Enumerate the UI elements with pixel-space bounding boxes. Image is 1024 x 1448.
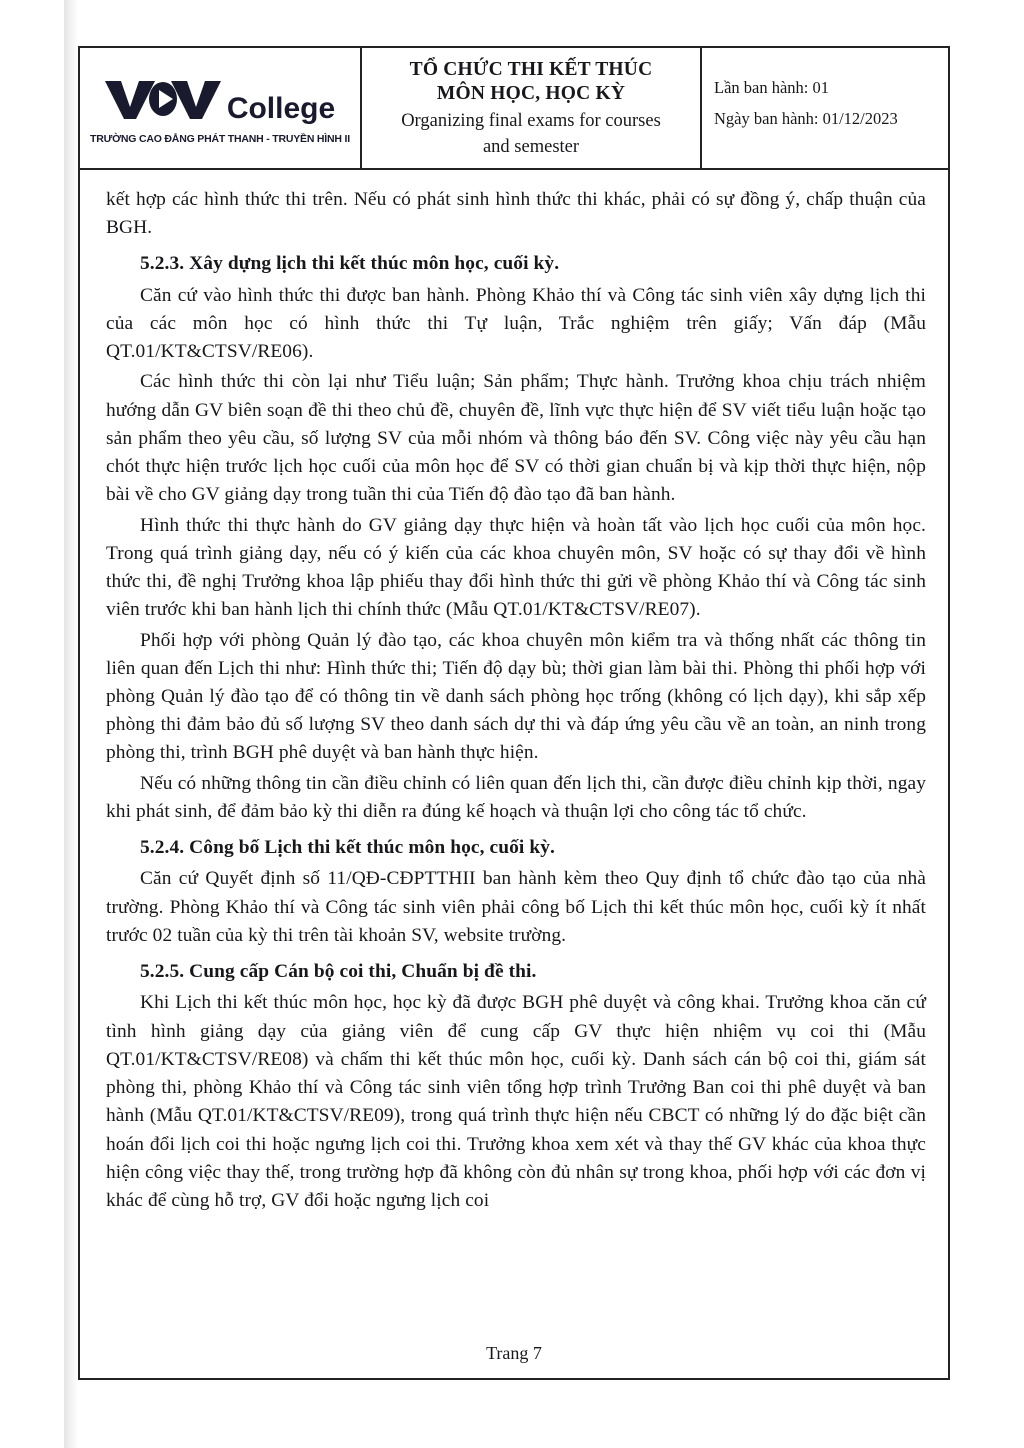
header-meta-cell [702,48,948,168]
title-en-line2: and semester [482,136,580,157]
logo-lockup [105,77,335,126]
header-logo-cell [80,48,362,168]
heading-5-2-3: 5.2.3. Xây dựng lịch thi kết thúc môn học, cuối kỳ. [140,253,560,275]
paragraph-3: Hình thức thi thực hành do GV giảng dạy thực hiện và hoàn tất vào lịch học cuối của môn học. Trong quá trình giảng dạy, nếu có ý kiến của các khoa chuyên môn, SV hoặc có sự thay đổi về hình thức thi, đề nghị Trưởng khoa lập phiếu thay đổi hình thức thi gửi về phòng Khảo thí và Công tác sinh viên trước khi ban hành lịch thi chính thức (Mẫu QT.01/KT&CTSV/RE07). [106,514,926,621]
vov-logo-icon [105,77,223,126]
logo-subtitle: TRƯỜNG CAO ĐẲNG PHÁT THANH - TRUYỀN HÌNH II [90,133,350,145]
page-border-frame [78,46,950,1380]
paragraph-carryover: kết hợp các hình thức thi trên. Nếu có phát sinh hình thức thi khác, phải có sự đồng ý, chấp thuận của BGH. [106,189,926,239]
issue-number: Lần ban hành: 01 [714,78,830,97]
logo-wordmark: College [226,92,336,125]
title-vi-line2: MÔN HỌC, HỌC KỲ [436,82,626,104]
heading-5-2-5: 5.2.5. Cung cấp Cán bộ coi thi, Chuẩn bị đề thi. [140,961,537,983]
paragraph-1: Căn cứ vào hình thức thi được ban hành. Phòng Khảo thí và Công tác sinh viên xây dựng lịch thi của các môn học có hình thức thi Tự luận, Trắc nghiệm trên giấy; Vấn đáp (Mẫu QT.01/KT&CTSV/RE06). [106,284,926,363]
heading-5-2-4: 5.2.4. Công bố Lịch thi kết thúc môn học, cuối kỳ. [140,837,555,859]
title-en-line1: Organizing final exams for courses [401,110,661,131]
scan-edge-shadow [64,0,78,1448]
page-footer [80,1343,948,1364]
paragraph-4: Phối hợp với phòng Quản lý đào tạo, các khoa chuyên môn kiểm tra và thống nhất các thông tin liên quan đến Lịch thi như: Hình thức thi; Tiến độ dạy bù; thời gian làm bài thi. Phòng thi phối hợp với phòng Quản lý đào tạo để có thông tin về danh sách phòng học trống (không có lịch dạy), khi sắp xếp phòng thi đảm bảo đủ số lượng SV theo danh sách dự thi và đáp ứng yêu cầu về an toàn, an ninh trong phòng thi, trình BGH phê duyệt và ban hành thực hiện. [106,629,926,764]
paragraph-6: Căn cứ Quyết định số 11/QĐ-CĐPTTHII ban hành kèm theo Quy định tổ chức đào tạo của nhà trường. Phòng Khảo thí và Công tác sinh viên phải công bố Lịch thi kết thúc môn học, cuối kỳ ít nhất trước 02 tuần của kỳ thi trên tài khoản SV, website trường. [106,868,926,946]
document-header-table [80,48,948,170]
paragraph-7: Khi Lịch thi kết thúc môn học, học kỳ đã được BGH phê duyệt và công khai. Trưởng khoa căn cứ tình hình giảng dạy của giảng viên để cung cấp GV thực hiện nhiệm vụ coi thi (Mẫu QT.01/KT&CTSV/RE08) và chấm thi kết thúc môn học, cuối kỳ. Danh sách cán bộ coi thi, giám sát phòng thi, phòng Khảo thí và Công tác sinh viên tổng hợp trình Trưởng Ban coi thi phê duyệt và ban hành (Mẫu QT.01/KT&CTSV/RE09), trong quá trình thực hiện nếu CBCT có những lý do đặc biệt cần hoán đổi lịch coi thi hoặc ngưng lịch coi thi. Trưởng khoa xem xét và thay thế GV khác của khoa thực hiện công việc thay thế, trong trường hợp đã không còn đủ nhân sự trong khoa, phối hợp với các đơn vị khác để cùng hỗ trợ, GV đổi hoặc ngưng lịch coi [106,992,926,1211]
document-body [80,170,948,1217]
header-title-cell [362,48,702,168]
title-vi-line1: TỔ CHỨC THI KẾT THÚC [409,59,653,80]
issue-date: Ngày ban hành: 01/12/2023 [714,109,898,129]
page-number-label: Trang 7 [486,1343,542,1363]
paragraph-2: Các hình thức thi còn lại như Tiểu luận; Sản phẩm; Thực hành. Trưởng khoa chịu trách nhiệm hướng dẫn GV biên soạn đề thi theo chủ đề, chuyên đề, lĩnh vực thực hiện để SV viết tiểu luận hoặc tạo sản phẩm theo yêu cầu, số lượng SV của mỗi nhóm và thông báo đến SV. Công việc này yêu cầu hạn chót thực hiện trước lịch học cuối của môn học để SV có thời gian chuẩn bị và kịp thời thực hiện, nộp bài về cho GV giảng dạy trong tuần thi của Tiến độ đào tạo đã ban hành. [106,371,926,506]
paragraph-5: Nếu có những thông tin cần điều chỉnh có liên quan đến lịch thi, cần được điều chỉnh kịp thời, ngay khi phát sinh, để đảm bảo kỳ thi diễn ra đúng kế hoạch và thuận lợi cho công tác tổ chức. [106,772,926,822]
